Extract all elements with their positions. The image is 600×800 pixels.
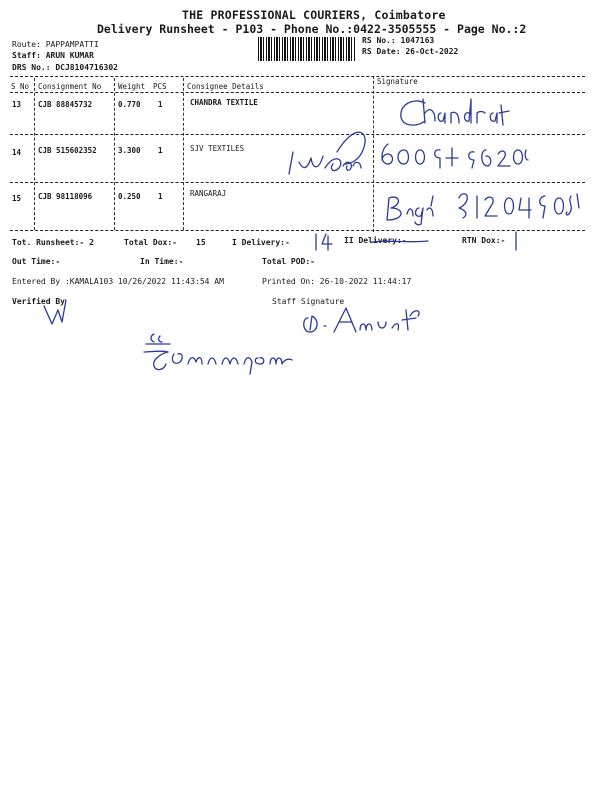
row-weight: 3.300 (118, 146, 141, 155)
barcode (258, 37, 356, 61)
total-pod-label: Total POD:- (262, 257, 315, 266)
printed-on: Printed On: 26-10-2022 11:44:17 (262, 277, 412, 286)
col-weight: Weight (118, 82, 146, 91)
row-weight: 0.250 (118, 192, 141, 201)
row-consignee: SJV TEXTILES (190, 144, 245, 153)
verified-by-signature (40, 296, 70, 328)
row3-handwritten-signature (383, 192, 443, 226)
out-time-label: Out Time:- (12, 257, 61, 266)
row-pcs: 1 (158, 100, 163, 109)
rtn-dox-label: RTN Dox:- (462, 236, 506, 245)
in-time-label: In Time:- (140, 257, 184, 266)
i-delivery-label: I Delivery:- (232, 238, 290, 247)
table-bottom-rule (10, 230, 585, 231)
company-title: THE PROFESSIONAL COURIERS, Coimbatore (182, 8, 446, 22)
col-consignment: Consignment No (38, 82, 102, 91)
row2-handwritten-signature (285, 122, 375, 182)
rs-number: RS No.: 1047163 (362, 36, 435, 45)
row-consignment: CJB 88845732 (38, 100, 93, 109)
route-label: Route: PAPPAMPATTI (12, 40, 99, 49)
table-top-rule (10, 76, 585, 77)
staff-signature-label: Staff Signature (272, 297, 345, 306)
delivered-count-handwritten (312, 230, 336, 252)
col-divider (34, 78, 35, 230)
verified-by-label: Verified By (12, 297, 65, 306)
tot-runsheet: Tot. Runsheet:- 2 (12, 238, 94, 247)
row-consignment: CJB 515602352 (38, 146, 97, 155)
row-rule (10, 182, 585, 183)
row2-handwritten-phone (378, 136, 528, 172)
col-consignee: Consignee Details (187, 82, 264, 91)
row-weight: 0.770 (118, 100, 141, 109)
runsheet-subtitle: Delivery Runsheet - P103 - Phone No.:0422-3505555 - Page No.:2 (97, 22, 527, 36)
col-divider (183, 78, 184, 230)
col-sno: S No (11, 82, 30, 91)
ii-delivery-strike (370, 238, 430, 246)
row1-handwritten-signature (395, 95, 525, 135)
col-divider (114, 78, 115, 230)
row-pcs: 1 (158, 146, 163, 155)
row3-handwritten-phone (455, 188, 585, 222)
row-sno: 13 (12, 100, 22, 109)
table-header-rule (10, 92, 585, 93)
staff-label: Staff: ARUN KUMAR (12, 51, 94, 60)
rs-date: RS Date: 26-Oct-2022 (362, 47, 459, 56)
rtn-dox-mark (512, 230, 520, 252)
row-pcs: 1 (158, 192, 163, 201)
drs-number: DRS No.: DCJ8104716302 (12, 63, 118, 72)
verifier-handwritten-name (140, 330, 300, 374)
total-dox-label: Total Dox:- (124, 238, 177, 247)
ii-delivery-label: II Delivery:- (344, 236, 407, 245)
row-sno: 15 (12, 194, 22, 203)
staff-handwritten-signature (300, 304, 425, 340)
total-dox-value: 15 (196, 238, 206, 247)
entered-by: Entered By :KAMALA103 10/26/2022 11:43:54 AM (12, 277, 224, 286)
row-consignee: RANGARAJ (190, 189, 227, 198)
row-consignment: CJB 98118096 (38, 192, 93, 201)
row-sno: 14 (12, 148, 22, 157)
row-consignee: CHANDRA TEXTILE (190, 98, 258, 107)
col-signature: Signature (377, 77, 418, 86)
col-pcs: PCS (153, 82, 167, 91)
